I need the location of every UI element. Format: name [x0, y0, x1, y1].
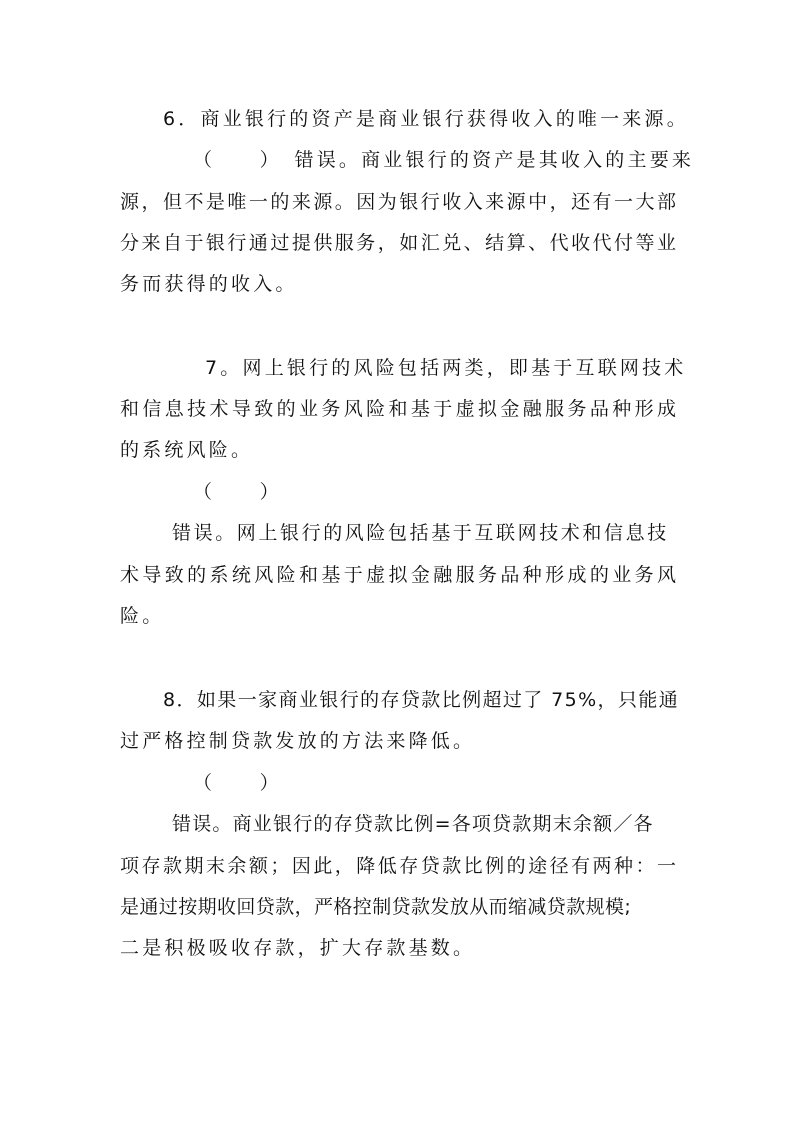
- question-8-line-6: 是通过按期收回贷款，严格控制贷款发放从而缩减贷款规模;: [120, 896, 632, 918]
- question-7-answer-blank: （ ）: [193, 481, 282, 503]
- question-7-line-1: 7。网上银行的风险包括两类，即基于互联网技术: [205, 357, 687, 379]
- question-8-line-4: 错误。商业银行的存贷款比例=各项贷款期末余额／各: [172, 813, 654, 835]
- question-8-line-7: 二是积极吸收存款，扩大存款基数。: [120, 937, 476, 959]
- question-8-line-1: 8．如果一家商业银行的存贷款比例超过了 75%，只能通: [163, 689, 680, 711]
- question-7-line-7: 险。: [120, 605, 165, 627]
- question-8-line-5: 项存款期末余额；因此，降低存贷款比例的途径有两种：一: [120, 855, 676, 877]
- question-7-line-5: 错误。网上银行的风险包括基于互联网技术和信息技: [172, 522, 669, 544]
- question-6-line-1: 6．商业银行的资产是商业银行获得收入的唯一来源。: [163, 108, 689, 130]
- question-6-line-2: （ ） 错误。商业银行的资产是其收入的主要来: [193, 149, 695, 171]
- question-6-line-4: 分来自于银行通过提供服务，如汇兑、结算、代收代付等业: [120, 232, 676, 254]
- question-6-line-3: 源，但不是唯一的来源。因为银行收入来源中，还有一大部: [120, 191, 676, 213]
- question-6-line-5: 务而获得的收入。: [120, 273, 298, 295]
- question-7-line-6: 术导致的系统风险和基于虚拟金融服务品种形成的业务风: [120, 564, 676, 586]
- question-8-answer-blank: （ ）: [193, 772, 282, 794]
- question-8-line-2: 过严格控制贷款发放的方法来降低。: [120, 730, 476, 752]
- question-7-line-2: 和信息技术导致的业务风险和基于虚拟金融服务品种形成: [120, 398, 676, 420]
- question-7-line-3: 的系统风险。: [120, 439, 254, 461]
